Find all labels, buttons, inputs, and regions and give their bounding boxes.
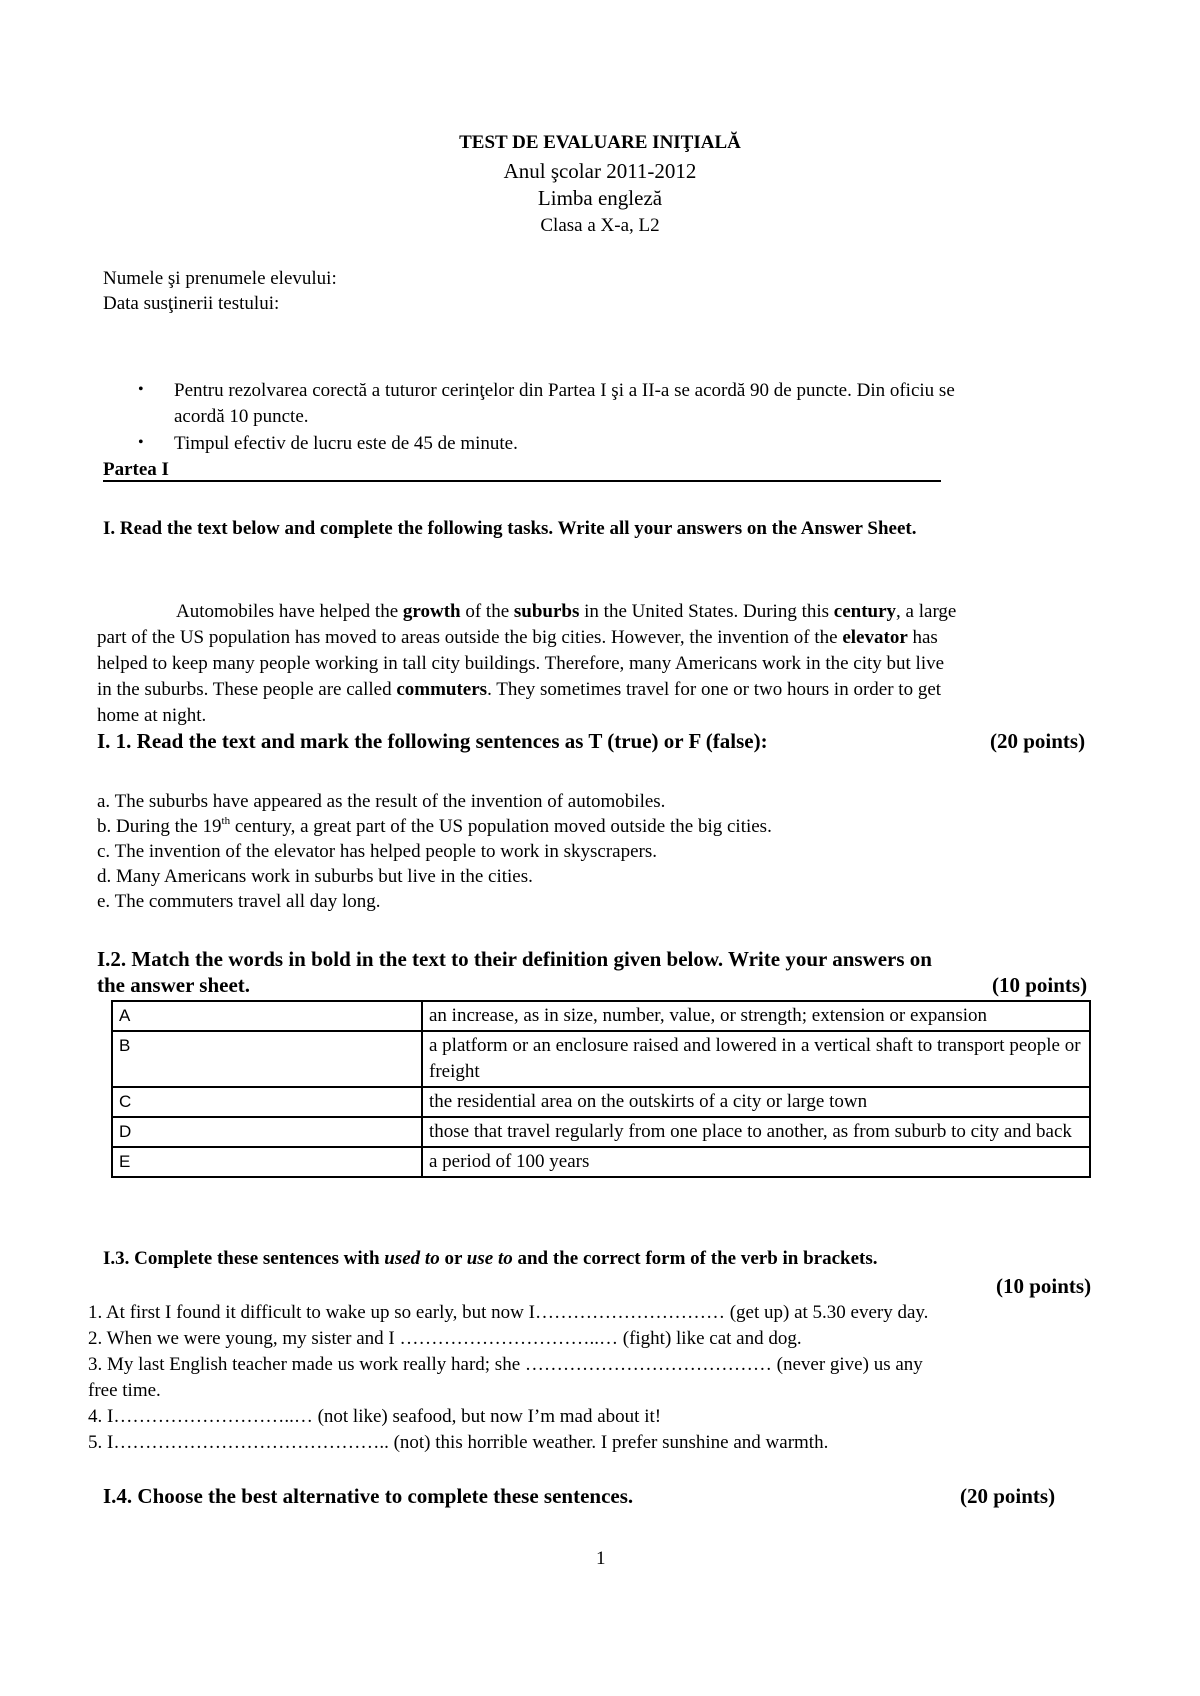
passage-line-1: Automobiles have helped the growth of the suburbs in the United States. During this century, a large bbox=[176, 601, 957, 622]
school-year: Anul şcolar 2011-2012 bbox=[503, 159, 697, 183]
student-name-label: Numele şi prenumele elevului: bbox=[103, 268, 337, 289]
class-label: Clasa a X-a, L2 bbox=[540, 215, 660, 236]
task3-sentence-3-line-2: free time. bbox=[88, 1380, 161, 1401]
task3-heading: I.3. Complete these sentences with used to or use to and the correct form of the verb in brackets. bbox=[103, 1248, 878, 1269]
table-cell-definition: a platform or an enclosure raised and lowered in a vertical shaft to transport people or freight bbox=[422, 1031, 1090, 1087]
task3-sentence-3-line-1: 3. My last English teacher made us work really hard; she ………………………………… (never give) us any bbox=[88, 1354, 923, 1375]
table-cell-letter: E bbox=[112, 1147, 422, 1177]
passage-line-5: home at night. bbox=[97, 705, 207, 726]
table-cell-letter: C bbox=[112, 1087, 422, 1117]
instruction-2: Timpul efectiv de lucru este de 45 de minute. bbox=[174, 433, 518, 454]
table-cell-letter: D bbox=[112, 1117, 422, 1147]
task1-sentence-d: d. Many Americans work in suburbs but live in the cities. bbox=[97, 866, 533, 887]
page-number: 1 bbox=[596, 1548, 606, 1569]
task3-sentence-5: 5. I…………………………………….. (not) this horrible weather. I prefer sunshine and warmth. bbox=[88, 1432, 829, 1453]
table-cell-definition: a period of 100 years bbox=[422, 1147, 1090, 1177]
test-date-label: Data susţinerii testului: bbox=[103, 293, 280, 314]
task1-points: (20 points) bbox=[990, 729, 1086, 753]
passage-line-4: in the suburbs. These people are called commuters. They sometimes travel for one or two hours in order to get bbox=[97, 679, 942, 700]
task1-sentence-a: a. The suburbs have appeared as the result of the invention of automobiles. bbox=[97, 791, 666, 812]
task2-points: (10 points) bbox=[992, 973, 1088, 997]
table-row bbox=[112, 1087, 1090, 1117]
table-row bbox=[112, 1147, 1090, 1177]
task1-heading: I. 1. Read the text and mark the following sentences as T (true) or F (false): bbox=[97, 729, 768, 753]
task3-sentence-2: 2. When we were young, my sister and I …………………………..… (fight) like cat and dog. bbox=[88, 1328, 802, 1349]
table-cell-definition: the residential area on the outskirts of a city or large town bbox=[422, 1087, 1090, 1117]
task1-sentence-c: c. The invention of the elevator has helped people to work in skyscrapers. bbox=[97, 841, 657, 862]
table-cell-letter: A bbox=[112, 1001, 422, 1031]
part-task-instruction: I. Read the text below and complete the following tasks. Write all your answers on the Answer Sheet. bbox=[103, 518, 917, 539]
definitions-table bbox=[111, 1000, 1091, 1178]
table-row bbox=[112, 1031, 1090, 1087]
task4-heading: I.4. Choose the best alternative to complete these sentences. bbox=[103, 1484, 634, 1508]
subject: Limba engleză bbox=[537, 186, 663, 210]
task2-heading-line-1: I.2. Match the words in bold in the text to their definition given below. Write your answers on bbox=[97, 947, 932, 971]
table-row bbox=[112, 1001, 1090, 1031]
table-cell-letter: B bbox=[112, 1031, 422, 1087]
instruction-1-line-1: Pentru rezolvarea corectă a tuturor cerinţelor din Partea I şi a II-a se acordă 90 de puncte. Din oficiu se bbox=[174, 380, 955, 401]
task1-sentence-e: e. The commuters travel all day long. bbox=[97, 891, 381, 912]
table-row bbox=[112, 1117, 1090, 1147]
table-cell-definition: an increase, as in size, number, value, or strength; extension or expansion bbox=[422, 1001, 1090, 1031]
task3-sentence-1: 1. At first I found it difficult to wake up so early, but now I………………………… (get up) at 5.30 every day. bbox=[88, 1302, 929, 1323]
test-title: TEST DE EVALUARE INIŢIALĂ bbox=[459, 132, 741, 153]
part-heading: Partea I bbox=[103, 459, 169, 480]
instruction-1-line-2: acordă 10 puncte. bbox=[174, 406, 309, 427]
task3-points: (10 points) bbox=[996, 1274, 1092, 1298]
bullet-icon: • bbox=[138, 381, 144, 398]
task2-heading-line-2: the answer sheet. bbox=[97, 973, 251, 997]
bullet-icon: • bbox=[138, 434, 144, 451]
passage-line-2: part of the US population has moved to areas outside the big cities. However, the invention of the elevator has bbox=[97, 627, 938, 648]
task3-sentence-4: 4. I………………………..… (not like) seafood, but now I’m mad about it! bbox=[88, 1406, 662, 1427]
passage-line-3: helped to keep many people working in tall city buildings. Therefore, many Americans work in the city but live bbox=[97, 653, 945, 674]
task4-points: (20 points) bbox=[960, 1484, 1056, 1508]
task1-sentence-b: b. During the 19th century, a great part of the US population moved outside the big cities. bbox=[97, 815, 772, 837]
table-cell-definition: those that travel regularly from one place to another, as from suburb to city and back bbox=[422, 1117, 1090, 1147]
part-heading-underline bbox=[103, 480, 941, 482]
